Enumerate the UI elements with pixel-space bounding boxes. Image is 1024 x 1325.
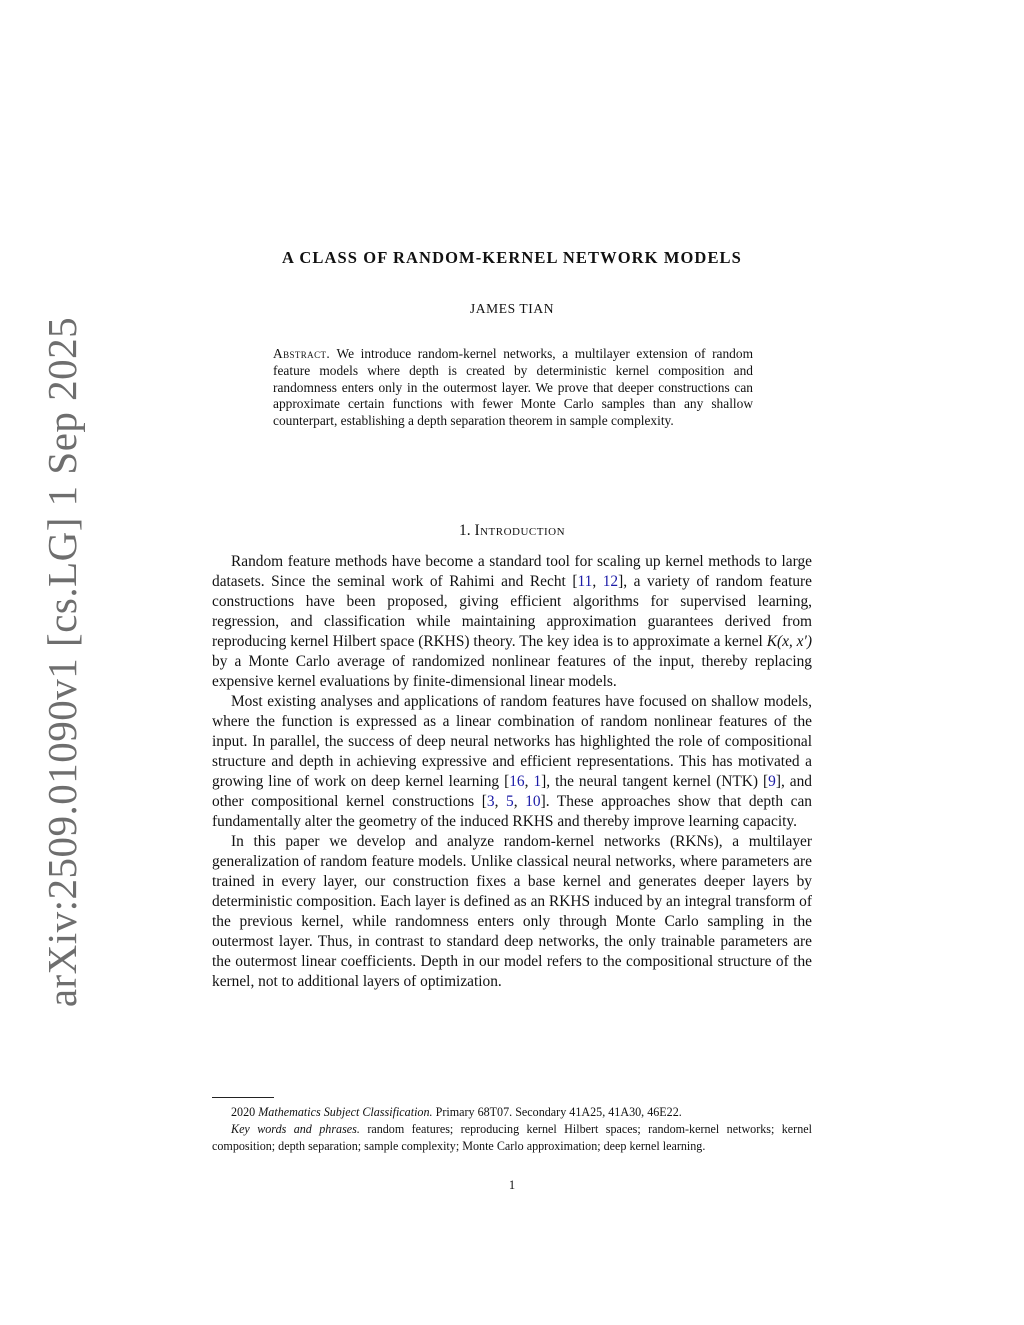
text-run: ]. These approaches show that depth can fundamentally alter the geometry of the induced RKHS and thereby improve learning capacity.: [212, 793, 812, 830]
abstract: [273, 346, 753, 430]
keywords-label: Key words and phrases.: [231, 1122, 360, 1136]
section-title: Introduction: [474, 522, 566, 539]
footnote-divider: [212, 1097, 274, 1098]
text-run: ], and other compositional kernel constructions [: [212, 773, 812, 810]
paper-author: JAMES TIAN: [469, 301, 555, 316]
text-run: Random feature methods have become a standard tool for scaling up kernel methods to large datasets. Since the seminal work of Rahimi and Recht [: [212, 553, 812, 590]
citation-link[interactable]: 12: [602, 573, 619, 590]
abstract-text: We introduce random-kernel networks, a multilayer extension of random feature models where depth is created by deterministic kernel composition and randomness enters only in the outermost layer. We prove that deeper constructions can approximate certain functions with fewer Monte Carlo samples than any shallow counterpart, establishing a depth separation theorem in sample complexity.: [273, 346, 753, 429]
citation-link[interactable]: 16: [509, 773, 525, 790]
introduction-paragraph-1: [212, 552, 812, 692]
section-number: 1.: [458, 522, 471, 539]
arxiv-identifier-stamp: arXiv:2509.01090v1 [cs.LG] 1 Sep 2025: [39, 316, 85, 1008]
introduction-paragraph-3: In this paper we develop and analyze random-kernel networks (RKNs), a multilayer generalization of random feature models. Unlike classical neural networks, where parameters are trained in every layer, our construction fixes a base kernel and generates deeper layers by deterministic composition. Each layer is defined as an RKHS induced by an integral transform of the previous kernel, while randomness enters only through Monte Carlo sampling in the outermost layer. Thus, in contrast to standard deep networks, the only trainable parameters are the outermost linear coefficients. Depth in our model refers to the compositional structure of the kernel, not to additional layers of optimization.: [212, 833, 812, 990]
text-run: ,: [494, 793, 507, 810]
citation-link[interactable]: 9: [768, 773, 776, 790]
text-run: by a Monte Carlo average of randomized nonlinear features of the input, thereby replacing expensive kernel evaluations by finite-dimensional linear models.: [212, 653, 812, 690]
footnotes: [212, 1104, 812, 1155]
abstract-label: Abstract.: [273, 346, 331, 361]
keywords-text: random features; reproducing kernel Hilbert spaces; random-kernel networks; kernel composition; depth separation; sample complexity; Monte Carlo approximation; deep kernel learning.: [212, 1122, 812, 1153]
text-run: ,: [524, 773, 534, 790]
page-number: 1: [508, 1178, 516, 1192]
text-run: ], the neural tangent kernel (NTK) [: [541, 773, 769, 790]
citation-link[interactable]: 11: [577, 573, 593, 590]
introduction-paragraph-2: [212, 692, 812, 832]
introduction-body: [212, 552, 812, 992]
section-heading-introduction: [0, 522, 1024, 540]
text-run: Most existing analyses and applications of random features have focused on shallow models, where the function is expressed as a linear combination of random nonlinear features of the input. In parallel, the success of deep neural networks has highlighted the role of compositional structure and depth in achieving expressive and efficient representations. This has motivated a growing line of work on deep kernel learning [: [212, 693, 812, 790]
citation-link[interactable]: 5: [506, 793, 514, 810]
text-run: ], a variety of random feature constructions have been proposed, giving efficient algorithms for supervised learning, regression, and classification while maintaining approximation guarantees derived from reproducing kernel Hilbert space (RKHS) theory. The key idea is to approximate a kernel: [212, 573, 813, 650]
citation-link[interactable]: 10: [525, 793, 541, 810]
footnote-keywords: [212, 1121, 812, 1155]
msc-codes: Primary 68T07. Secondary 41A25, 41A30, 46E22.: [435, 1105, 682, 1119]
text-run: ,: [513, 793, 526, 810]
math-kernel-expression: K(x, x′): [766, 633, 813, 650]
citation-link[interactable]: 1: [533, 773, 542, 790]
footnote-msc: [212, 1104, 812, 1121]
text-run: ,: [592, 573, 603, 590]
paper-title: A CLASS OF RANDOM-KERNEL NETWORK MODELS: [282, 248, 742, 267]
msc-year: 2020: [231, 1105, 256, 1119]
msc-label: Mathematics Subject Classification.: [258, 1105, 433, 1119]
citation-link[interactable]: 3: [486, 793, 495, 810]
